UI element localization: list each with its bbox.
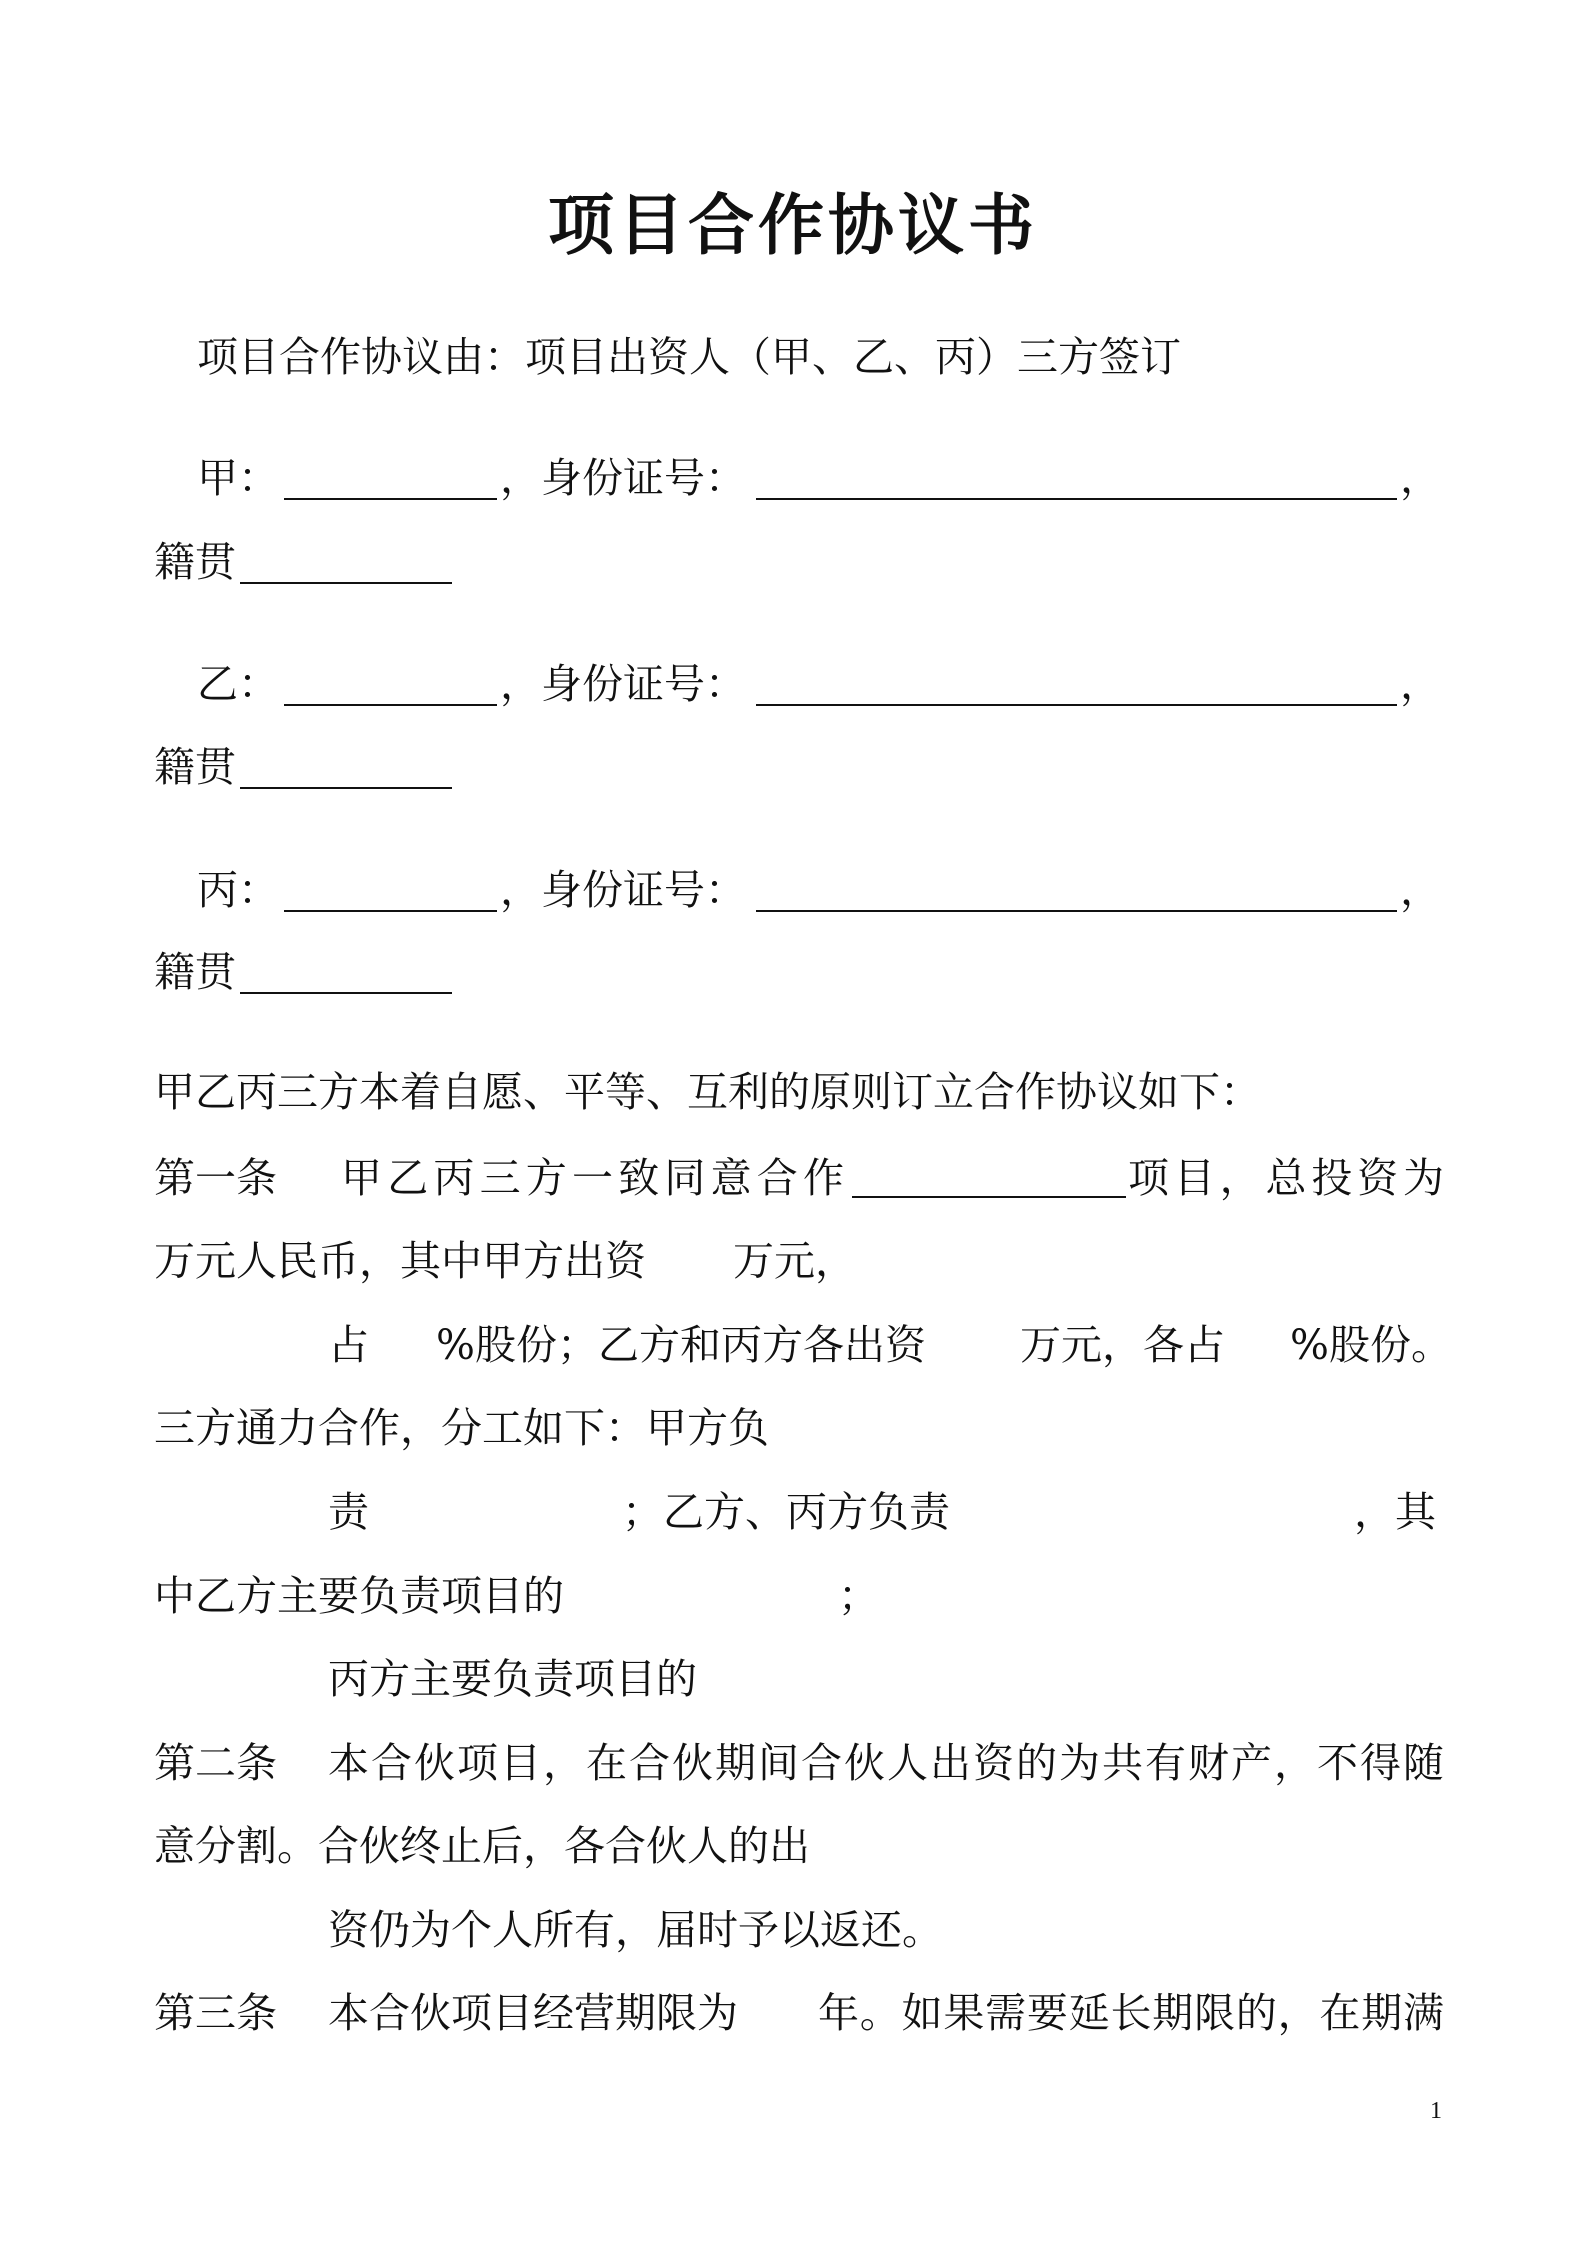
article2-line3: 资仍为个人所有，届时予以返还。 <box>328 1906 943 1954</box>
article2-heading: 第二条 <box>154 1739 277 1787</box>
article1-line2a: 万元人民币，其中甲方出资 <box>154 1237 646 1285</box>
party-b-origin-blank[interactable] <box>240 787 452 789</box>
intro-text: 项目合作协议由：项目出资人（甲、乙、丙）三方签订 <box>197 333 1181 381</box>
party-b-origin-label: 籍贯 <box>154 743 236 791</box>
article1-line5b: ；乙方、丙方负责 <box>622 1488 950 1536</box>
party-a-origin-label: 籍贯 <box>154 538 236 586</box>
article3-line1b: 年。如果需要延长期限的，在期满 <box>818 1989 1444 2037</box>
article1-line6a: 中乙方主要负责项目的 <box>154 1572 564 1620</box>
project-name-blank[interactable] <box>852 1196 1126 1198</box>
article1-line1a: 甲乙丙三方一致同意合作 <box>341 1154 844 1202</box>
party-b-name-blank[interactable] <box>284 704 497 706</box>
party-b-id-blank[interactable] <box>756 704 1397 706</box>
article2-line2: 意分割。合伙终止后，各合伙人的出 <box>154 1822 810 1870</box>
party-a-label: 甲： <box>197 454 279 502</box>
article1-line2b: 万元， <box>733 1237 856 1285</box>
article1-line5a: 责 <box>328 1488 369 1536</box>
party-a-id-label: ，身份证号： <box>500 454 746 502</box>
article3-heading: 第三条 <box>154 1989 277 2037</box>
article1-line7: 丙方主要负责项目的 <box>328 1655 697 1703</box>
article1-line4: 三方通力合作，分工如下：甲方负 <box>154 1404 769 1452</box>
article1-line6b: ； <box>838 1572 879 1620</box>
party-a-id-blank[interactable] <box>756 498 1397 500</box>
party-c-name-blank[interactable] <box>284 910 497 912</box>
document-title: 项目合作协议书 <box>548 186 1038 264</box>
article1-line3d: %股份。 <box>1290 1321 1452 1369</box>
article1-line3b: %股份；乙方和丙方各出资 <box>436 1321 926 1369</box>
article3-line1a: 本合伙项目经营期限为 <box>328 1989 738 2037</box>
preamble-text: 甲乙丙三方本着自愿、平等、互利的原则订立合作协议如下： <box>154 1068 1261 1116</box>
party-c-comma: ， <box>1400 866 1441 914</box>
article1-line3a: 占 <box>328 1321 369 1369</box>
party-a-origin-blank[interactable] <box>240 582 452 584</box>
party-c-origin-label: 籍贯 <box>154 948 236 996</box>
party-c-origin-blank[interactable] <box>240 992 452 994</box>
article1-heading: 第一条 <box>154 1154 277 1202</box>
page-number: 1 <box>1430 2098 1442 2124</box>
article2-line1: 本合伙项目，在合伙期间合伙人出资的为共有财产，不得随 <box>328 1739 1444 1787</box>
party-c-id-blank[interactable] <box>756 910 1397 912</box>
article1-line1b: 项目，总投资为 <box>1128 1154 1444 1202</box>
party-a-comma: ， <box>1400 454 1441 502</box>
party-a-name-blank[interactable] <box>284 498 497 500</box>
article1-line3c: 万元，各占 <box>1020 1321 1225 1369</box>
party-b-id-label: ，身份证号： <box>500 660 746 708</box>
party-c-id-label: ，身份证号： <box>500 866 746 914</box>
party-b-comma: ， <box>1400 660 1441 708</box>
party-c-label: 丙： <box>197 866 279 914</box>
party-b-label: 乙： <box>197 660 279 708</box>
article1-line5c: ，其 <box>1354 1488 1436 1536</box>
